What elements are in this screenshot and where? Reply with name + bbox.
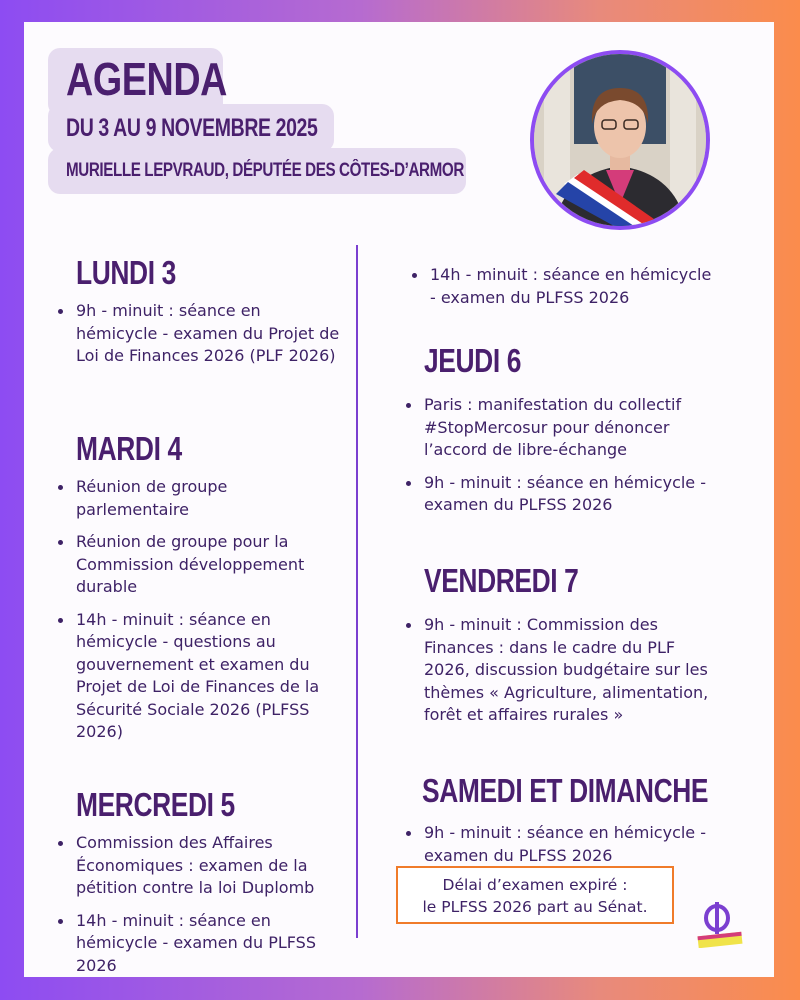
list-item: 14h - minuit : séance en hémicycle - examen du PLFSS 2026: [406, 264, 716, 309]
list-item: 14h - minuit : séance en hémicycle - examen du PLFSS 2026: [52, 910, 352, 978]
mercredi-list: [52, 832, 352, 987]
day-heading-weekend: SAMEDI ET DIMANCHE: [422, 772, 709, 809]
list-item: 9h - minuit : séance en hémicycle - examen du Projet de Loi de Finances 2026 (PLF 2026): [52, 300, 342, 368]
list-item: Commission des Affaires Économiques : examen de la pétition contre la loi Duplomb: [52, 832, 352, 900]
list-item: 14h - minuit : séance en hémicycle - questions au gouvernement et examen du Projet de Loi de Finances de la Sécurité Sociale 2026 (PLFSS 2026): [52, 609, 342, 744]
deputy-name: MURIELLE LEPVRAUD, DÉPUTÉE DES CÔTES-D’ARMOR: [66, 160, 464, 181]
day-heading-lundi: LUNDI 3: [76, 254, 176, 291]
day-heading-vendredi: VENDREDI 7: [424, 562, 579, 599]
day-heading-mercredi: MERCREDI 5: [76, 786, 235, 823]
deputy-portrait: [530, 50, 710, 230]
column-divider: [356, 245, 358, 938]
portrait-image: [534, 54, 706, 226]
lfi-logo: [692, 898, 746, 948]
day-heading-jeudi: JEUDI 6: [424, 342, 521, 379]
phi-logo-icon: [692, 898, 746, 948]
vendredi-list: [400, 614, 722, 737]
page-title: AGENDA: [66, 53, 228, 105]
notice-line-2: le PLFSS 2026 part au Sénat.: [422, 898, 648, 916]
mardi-list: [52, 476, 342, 754]
notice-box: [396, 866, 674, 924]
lundi-list: [52, 300, 342, 378]
list-item: 9h - minuit : séance en hémicycle - examen du PLFSS 2026: [400, 472, 720, 517]
list-item: Réunion de groupe parlementaire: [52, 476, 342, 521]
list-item: 9h - minuit : séance en hémicycle - examen du PLFSS 2026: [400, 822, 720, 867]
mercredi-continued-list: [406, 264, 716, 319]
list-item: Réunion de groupe pour la Commission développement durable: [52, 531, 342, 599]
notice-line-1: Délai d’examen expiré :: [442, 876, 628, 894]
list-item: Paris : manifestation du collectif #StopMercosur pour dénoncer l’accord de libre-échange: [400, 394, 720, 462]
jeudi-list: [400, 394, 720, 527]
list-item: 9h - minuit : Commission des Finances : dans le cadre du PLF 2026, discussion budgétaire sur les thèmes « Agriculture, alimentation, forêt et affaires rurales »: [400, 614, 722, 727]
date-range: DU 3 AU 9 NOVEMBRE 2025: [66, 114, 318, 142]
day-heading-mardi: MARDI 4: [76, 430, 182, 467]
